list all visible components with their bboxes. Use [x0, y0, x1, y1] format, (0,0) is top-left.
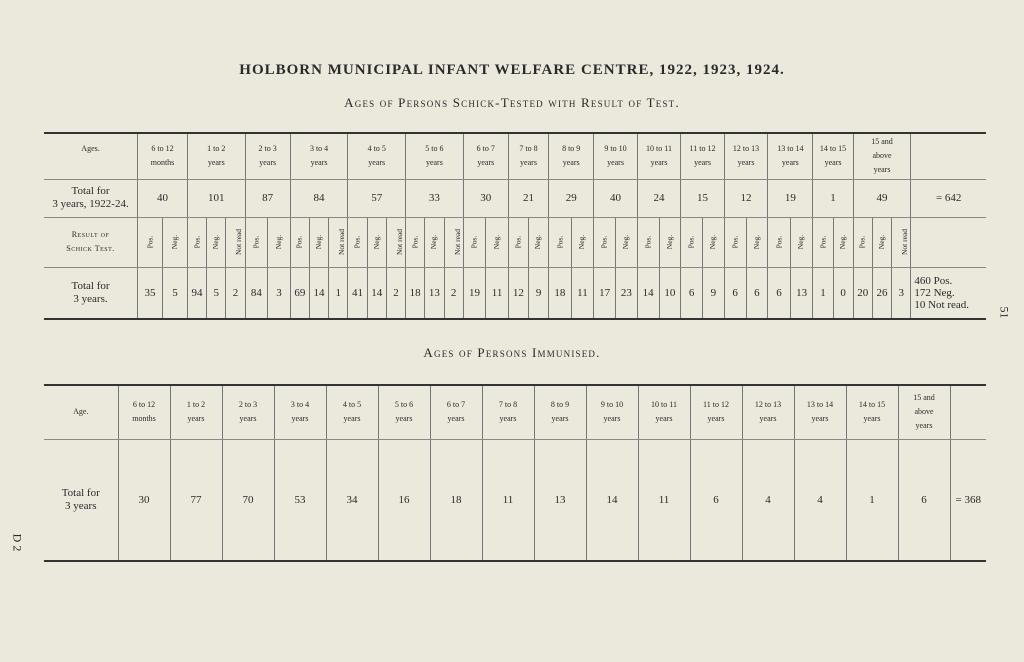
neg-value: 26	[872, 267, 891, 319]
neg-column-header	[833, 217, 853, 267]
age-group-header	[586, 385, 638, 439]
neg-value: 9	[528, 267, 548, 319]
pos-label: Pos.	[643, 235, 653, 249]
age-group-line: years	[915, 421, 933, 431]
age-group-total: 87	[245, 179, 290, 217]
summary-line: 172 Neg.	[914, 286, 955, 299]
pos-value: 6	[724, 267, 746, 319]
schick-total-row	[44, 179, 986, 217]
pos-value: 6	[681, 267, 703, 319]
age-group-line: years	[781, 158, 799, 168]
nr-label: Not read	[234, 228, 244, 256]
neg-label: Neg.	[371, 234, 381, 250]
age-group-total: 84	[290, 179, 348, 217]
pos-label: Pos.	[513, 235, 523, 249]
pos-value: 94	[187, 267, 206, 319]
pos-label: Pos.	[599, 235, 609, 249]
age-group-header	[348, 133, 406, 179]
total-label-line: 3 years	[65, 499, 97, 512]
age-group-line: 11 to 12	[703, 400, 729, 410]
pos-column-header	[768, 217, 791, 267]
age-header: Age.	[44, 385, 118, 439]
neg-value: 11	[486, 267, 509, 319]
pos-column-header	[348, 217, 367, 267]
age-group-line: months	[132, 414, 156, 424]
age-group-line: years	[477, 158, 495, 168]
age-group-header	[742, 385, 794, 439]
age-group-line: years	[207, 158, 225, 168]
result-label	[44, 217, 138, 267]
result-label-line: Schick Test.	[66, 244, 115, 253]
age-group-total: 4	[794, 439, 846, 561]
age-group-line: years	[551, 414, 569, 424]
age-group-header	[637, 133, 681, 179]
age-group-line: years	[395, 414, 413, 424]
age-group-line: years	[447, 414, 465, 424]
age-group-total: 70	[222, 439, 274, 561]
age-group-line: years	[259, 158, 277, 168]
neg-value: 3	[268, 267, 291, 319]
total-header	[950, 385, 986, 439]
pos-column-header	[463, 217, 486, 267]
summary-line: 10 Not read.	[914, 298, 970, 311]
age-group-line: years	[187, 414, 205, 424]
pos-label: Pos.	[774, 235, 784, 249]
neg-column-header	[872, 217, 891, 267]
pos-column-header	[549, 217, 572, 267]
age-group-header	[794, 385, 846, 439]
age-group-total: 40	[594, 179, 638, 217]
neg-value: 9	[703, 267, 725, 319]
total-label	[44, 439, 118, 561]
result-summary	[911, 267, 986, 319]
age-group-header	[378, 385, 430, 439]
age-group-line: 7 to 8	[498, 400, 518, 410]
pos-label: Pos.	[469, 235, 479, 249]
age-group-total: 4	[742, 439, 794, 561]
nr-value: 2	[444, 267, 463, 319]
age-group-total: 33	[406, 179, 464, 217]
age-group-line: 2 to 3	[238, 400, 258, 410]
values-label-line: Total for	[71, 279, 110, 292]
pos-label: Pos.	[352, 235, 362, 249]
pos-label: Pos.	[817, 235, 827, 249]
pos-value: 6	[768, 267, 791, 319]
age-group-header	[681, 133, 725, 179]
age-group-line: 10 to 11	[651, 400, 677, 410]
age-group-total: 11	[482, 439, 534, 561]
schick-result-header-row	[44, 217, 986, 267]
age-group-header	[549, 133, 594, 179]
neg-label: Neg.	[877, 234, 887, 250]
neg-label: Neg.	[664, 234, 674, 250]
age-group-header	[724, 133, 768, 179]
age-group-total: 24	[637, 179, 681, 217]
age-group-line: 10 to 11	[646, 144, 672, 154]
neg-label: Neg.	[708, 234, 718, 250]
neg-column-header	[571, 217, 594, 267]
age-group-line: years	[607, 158, 624, 168]
nr-label: Not read	[452, 228, 462, 256]
age-group-header	[482, 385, 534, 439]
age-group-header	[463, 133, 508, 179]
neg-value: 6	[746, 267, 768, 319]
age-group-header	[853, 133, 911, 179]
neg-value: 14	[367, 267, 386, 319]
nr-column-header	[226, 217, 245, 267]
result-label-line: Result of	[71, 230, 110, 239]
age-group-line: years	[291, 414, 309, 424]
pos-value: 18	[406, 267, 425, 319]
age-group-header	[187, 133, 245, 179]
age-group-line: years	[863, 414, 881, 424]
neg-column-header	[486, 217, 509, 267]
age-group-line: 5 to 6	[425, 144, 444, 154]
nr-column-header	[444, 217, 463, 267]
age-group-total: 12	[724, 179, 768, 217]
values-label	[44, 267, 138, 319]
age-group-total: 13	[534, 439, 586, 561]
pos-value: 84	[245, 267, 268, 319]
age-group-line: years	[655, 414, 673, 424]
pos-value: 1	[813, 267, 833, 319]
age-group-header	[138, 133, 188, 179]
pos-column-header	[681, 217, 703, 267]
age-group-total: 1	[846, 439, 898, 561]
pos-value: 19	[463, 267, 486, 319]
age-group-line: 3 to 4	[290, 400, 310, 410]
age-group-total: 101	[187, 179, 245, 217]
age-group-line: 1 to 2	[207, 144, 226, 154]
age-group-total: 16	[378, 439, 430, 561]
neg-column-header	[309, 217, 328, 267]
pos-column-header	[290, 217, 309, 267]
immunised-subtitle: Ages of Persons Immunised.	[423, 345, 601, 360]
pos-value: 20	[853, 267, 872, 319]
age-group-total: 21	[508, 179, 548, 217]
age-group-line: years	[824, 158, 842, 168]
pos-column-header	[406, 217, 425, 267]
age-group-line: 2 to 3	[258, 144, 277, 154]
age-group-header	[594, 133, 638, 179]
neg-column-header	[703, 217, 725, 267]
age-group-line: years	[811, 414, 829, 424]
age-group-total: 57	[348, 179, 406, 217]
age-group-header	[534, 385, 586, 439]
age-group-total: 6	[690, 439, 742, 561]
neg-column-header	[425, 217, 444, 267]
neg-column-header	[268, 217, 291, 267]
neg-column-header	[528, 217, 548, 267]
age-group-line: above	[914, 407, 934, 417]
age-group-total: 30	[463, 179, 508, 217]
neg-label: Neg.	[211, 234, 221, 250]
age-group-header	[638, 385, 690, 439]
neg-label: Neg.	[577, 234, 587, 250]
age-group-line: years	[707, 414, 725, 424]
age-group-line: 13 to 14	[777, 144, 804, 154]
pos-label: Pos.	[192, 235, 202, 249]
pos-column-header	[724, 217, 746, 267]
age-group-header	[245, 133, 290, 179]
age-group-header	[274, 385, 326, 439]
pos-label: Pos.	[145, 235, 155, 249]
age-group-line: years	[694, 158, 711, 168]
age-group-line: 5 to 6	[394, 400, 414, 410]
age-group-total: 77	[170, 439, 222, 561]
age-header: Ages.	[44, 133, 138, 179]
age-group-header	[170, 385, 222, 439]
age-group-total: 34	[326, 439, 378, 561]
age-group-header	[118, 385, 170, 439]
neg-label: Neg.	[621, 234, 631, 250]
neg-label: Neg.	[273, 234, 283, 250]
nr-value: 3	[892, 267, 911, 319]
pos-value: 69	[290, 267, 309, 319]
neg-column-header	[163, 217, 188, 267]
age-group-total: 53	[274, 439, 326, 561]
age-group-line: 15 and	[871, 137, 893, 147]
age-group-line: 7 to 8	[519, 144, 538, 154]
neg-value: 13	[790, 267, 813, 319]
age-group-total: 1	[813, 179, 853, 217]
page-number: 51	[997, 306, 1012, 319]
age-group-total: 30	[118, 439, 170, 561]
neg-column-header	[790, 217, 813, 267]
age-group-line: 14 to 15	[819, 144, 847, 154]
schick-table	[44, 132, 986, 320]
nr-column-header	[386, 217, 405, 267]
age-group-line: years	[759, 414, 777, 424]
nr-value: 2	[386, 267, 405, 319]
pos-column-header	[245, 217, 268, 267]
pos-column-header	[853, 217, 872, 267]
pos-label: Pos.	[554, 235, 564, 249]
pos-label: Pos.	[294, 235, 304, 249]
total-label-line: Total for	[61, 486, 100, 499]
nr-value: 1	[329, 267, 348, 319]
pos-label: Pos.	[686, 235, 696, 249]
neg-label: Neg.	[314, 234, 324, 250]
age-group-line: months	[150, 158, 175, 168]
age-group-line: 14 to 15	[858, 400, 886, 410]
age-group-line: years	[562, 158, 580, 168]
summary-line: 460 Pos.	[914, 274, 953, 287]
pos-column-header	[813, 217, 833, 267]
neg-label: Neg.	[838, 234, 848, 250]
pos-value: 14	[637, 267, 659, 319]
age-group-line: 13 to 14	[806, 400, 834, 410]
neg-label: Neg.	[169, 234, 179, 250]
grand-total: = 642	[911, 179, 986, 217]
age-group-header	[326, 385, 378, 439]
neg-column-header	[207, 217, 226, 267]
age-group-header	[406, 133, 464, 179]
age-group-line: years	[425, 158, 443, 168]
neg-label: Neg.	[492, 234, 502, 250]
immunised-table	[44, 384, 986, 562]
total-label-line: Total for	[71, 185, 110, 197]
age-group-line: 9 to 10	[604, 144, 627, 154]
neg-value: 13	[425, 267, 444, 319]
neg-label: Neg.	[429, 234, 439, 250]
age-group-line: 12 to 13	[754, 400, 782, 410]
age-group-header	[430, 385, 482, 439]
age-group-line: years	[239, 414, 257, 424]
neg-value: 0	[833, 267, 853, 319]
nr-label: Not read	[337, 228, 347, 256]
age-group-line: years	[603, 414, 621, 424]
pos-value: 18	[549, 267, 572, 319]
nr-column-header	[892, 217, 911, 267]
pos-column-header	[508, 217, 528, 267]
pos-label: Pos.	[410, 235, 420, 249]
nr-label: Not read	[394, 228, 404, 256]
neg-column-header	[746, 217, 768, 267]
age-group-line: 4 to 5	[342, 400, 362, 410]
age-group-total: 19	[768, 179, 813, 217]
age-group-line: 3 to 4	[309, 144, 329, 154]
pos-label: Pos.	[857, 235, 867, 249]
age-group-total: 14	[586, 439, 638, 561]
neg-value: 23	[616, 267, 638, 319]
age-group-line: 6 to 12	[132, 400, 156, 410]
age-group-line: years	[737, 158, 755, 168]
printer-signature: D 2	[10, 533, 25, 552]
neg-column-header	[659, 217, 681, 267]
age-group-total: 29	[549, 179, 594, 217]
age-group-total: 6	[898, 439, 950, 561]
pos-column-header	[138, 217, 163, 267]
age-group-line: years	[368, 158, 386, 168]
pos-label: Pos.	[251, 235, 261, 249]
age-group-line: years	[343, 414, 361, 424]
pos-value: 12	[508, 267, 528, 319]
neg-value: 5	[163, 267, 188, 319]
neg-value: 10	[659, 267, 681, 319]
neg-label: Neg.	[796, 234, 806, 250]
pos-value: 17	[594, 267, 616, 319]
schick-values-row	[44, 267, 986, 319]
neg-label: Neg.	[533, 234, 543, 250]
neg-value: 5	[207, 267, 226, 319]
age-group-header	[222, 385, 274, 439]
age-group-line: 11 to 12	[689, 144, 716, 154]
age-group-total: 49	[853, 179, 911, 217]
total-label	[44, 179, 138, 217]
age-group-total: 11	[638, 439, 690, 561]
page-title: HOLBORN MUNICIPAL INFANT WELFARE CENTRE, 1922, 1923, 1924.	[239, 62, 785, 78]
age-group-line: years	[650, 158, 668, 168]
grand-total: = 368	[950, 439, 986, 561]
age-group-header	[813, 133, 853, 179]
age-group-header	[290, 133, 348, 179]
age-group-line: 1 to 2	[186, 400, 206, 410]
age-group-line: years	[520, 158, 537, 168]
summary-spacer	[911, 217, 986, 267]
nr-label: Not read	[900, 228, 910, 256]
age-group-header	[846, 385, 898, 439]
age-group-total: 18	[430, 439, 482, 561]
age-group-total: 40	[138, 179, 188, 217]
neg-value: 14	[309, 267, 328, 319]
schick-subtitle: Ages of Persons Schick-Tested with Result of Test.	[344, 95, 680, 110]
age-group-line: 15 and	[913, 393, 935, 403]
pos-label: Pos.	[730, 235, 740, 249]
age-group-line: 8 to 9	[550, 400, 570, 410]
age-group-line: years	[499, 414, 517, 424]
summary-header	[911, 133, 986, 179]
immunised-values-row	[44, 439, 986, 561]
schick-header-row	[44, 133, 986, 179]
age-group-line: 12 to 13	[732, 144, 760, 154]
age-group-line: 8 to 9	[562, 144, 581, 154]
age-group-line: 4 to 5	[367, 144, 386, 154]
pos-column-header	[594, 217, 616, 267]
age-group-total: 15	[681, 179, 725, 217]
age-group-line: 6 to 7	[476, 144, 495, 154]
pos-column-header	[187, 217, 206, 267]
pos-value: 41	[348, 267, 367, 319]
neg-label: Neg.	[751, 234, 761, 250]
age-group-header	[768, 133, 813, 179]
nr-value: 2	[226, 267, 245, 319]
total-label-line: 3 years, 1922-24.	[52, 198, 129, 210]
values-label-line: 3 years.	[73, 292, 108, 305]
age-group-line: years	[873, 165, 891, 175]
neg-column-header	[616, 217, 638, 267]
age-group-line: 6 to 7	[446, 400, 466, 410]
age-group-line: 6 to 12	[151, 144, 174, 154]
pos-value: 35	[138, 267, 163, 319]
age-group-line: 9 to 10	[600, 400, 624, 410]
nr-column-header	[329, 217, 348, 267]
age-group-line: above	[872, 151, 892, 161]
pos-column-header	[637, 217, 659, 267]
age-group-header	[508, 133, 548, 179]
age-group-line: years	[310, 158, 328, 168]
age-group-header	[690, 385, 742, 439]
neg-value: 11	[571, 267, 594, 319]
immunised-header-row	[44, 385, 986, 439]
age-group-header	[898, 385, 950, 439]
neg-column-header	[367, 217, 386, 267]
